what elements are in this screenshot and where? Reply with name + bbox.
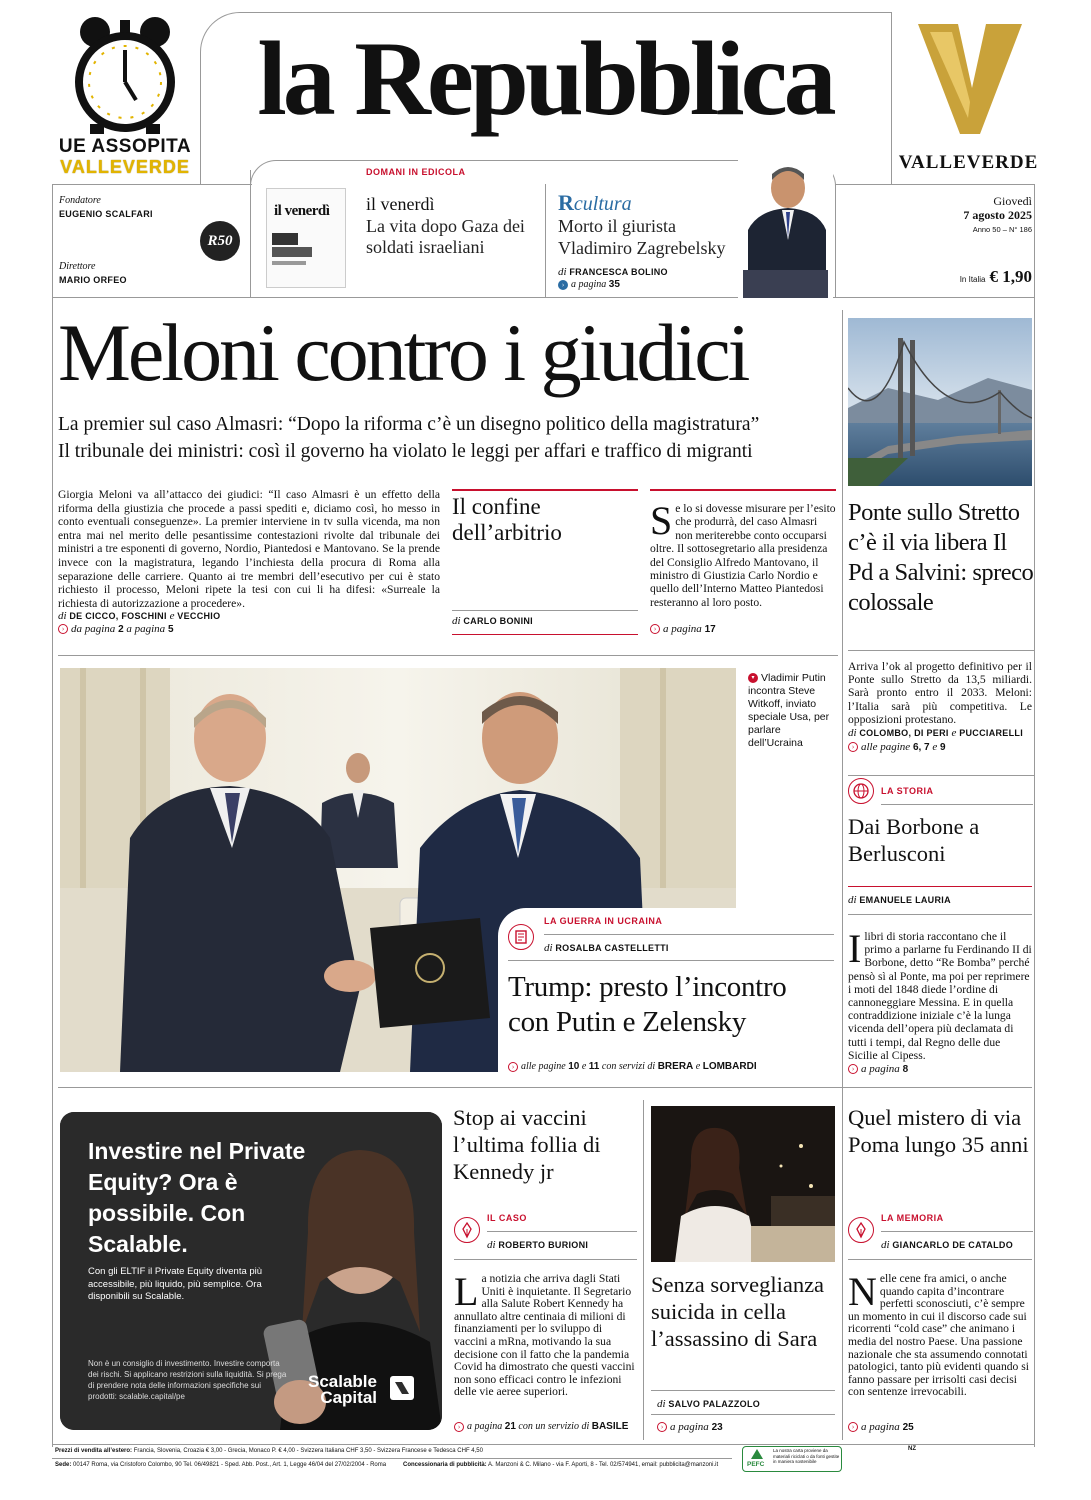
vaccini-author: ROBERTO BURIONI [498, 1240, 589, 1250]
lead-and: e [169, 610, 175, 622]
poma-headline[interactable]: Quel mistero di via Poma lungo 35 anni [848, 1105, 1029, 1157]
vaccini-drop-cap: L [454, 1269, 479, 1314]
r50-badge [200, 221, 240, 261]
editorial-bottom-rule [452, 634, 638, 635]
ad-brand2: Capital [320, 1388, 377, 1407]
storia-ref: 8 [902, 1064, 909, 1075]
infobar-bottom-line [52, 297, 1035, 298]
tree-icon [749, 1449, 765, 1461]
poma-drop-cap: N [848, 1269, 877, 1314]
ukraine-byline-rule [508, 960, 834, 961]
lead-body: Giorgia Meloni va all’attacco dei giudici: “Il caso Almasri è un effetto della riforma della giustizia che procede a passi spediti e, diciamo così, ho messo in conto eventuali conseguenze». La premier interviene in tv sulla vicenda, ma non entra mai nel merito delle pesantissime contestazioni rivolte dal tribunale dei ministri a tre esponenti di governo, Nordio, Piantedosi e Mantovano. Se la prende invece con la magistratura, legando l’inchiesta della procura di Roma alla separazione delle carriere. Quanto ai tre membri dell’esecutivo per cui è stato richiesto il processo, Meloni ripete la tesi con cui li ha difesi: «Surreale la richiesta di autorizzazione a procedere». [58, 488, 440, 610]
storia-body-text: libri di storia raccontano che il primo a parlarne fu Ferdinando II di Borbone, detto “Re Bomba” perché pensò sì al Ponte, ma poi per reprimere i moti del 1848 diede l’ordine di cannoneggiare Messina. E in quella contraddizione iniziale c’è la lunga vicenda dell’opera più declamata di tutti i tempi, dal Regno delle due Sicilie al Cipess. [848, 930, 1032, 1062]
vaccini-ref-auth: BASILE [591, 1421, 629, 1432]
arrow-icon: ▾ [748, 673, 758, 683]
lead-ref-mid: a pagina [126, 623, 166, 635]
right-column-divider [842, 310, 843, 1440]
bridge-body: Arriva l’ok al progetto definitivo per il Ponte sullo Stretto da 13,5 miliardi. Sarà pronto entro il 2033. Meloni: l’Italia sarà più competitiva. Le opposizioni protestano. [848, 660, 1032, 726]
poma-kicker: LA MEMORIA [881, 1213, 944, 1223]
vaccini-kicker-rule [487, 1231, 637, 1232]
venerdi-logo: il venerdì [274, 203, 330, 219]
vaccini-ref-pre: a pagina [467, 1421, 503, 1432]
ad-headline: Investire nel Private Equity? Ora è possibile. Con Scalable. [88, 1138, 306, 1257]
infobar-top-line [52, 184, 252, 185]
left-ad[interactable] [52, 12, 198, 182]
globe-icon [849, 779, 873, 803]
cultura-page-pre: a pagina [571, 279, 607, 290]
cultura-label-text: cultura [573, 193, 632, 215]
footer-sede [55, 1462, 386, 1468]
lead-section-bottom-rule [58, 655, 838, 656]
storia-author: EMANUELE LAURIA [859, 895, 951, 905]
footer-conc-label: Concessionaria di pubblicità: [403, 1462, 487, 1468]
storia-title[interactable]: Dai Borbone a Berlusconi [848, 814, 980, 866]
masthead-title: la Repubblica [257, 20, 833, 137]
editorial-author: CARLO BONINI [463, 616, 533, 626]
venerdi-title[interactable]: il venerdì [366, 194, 435, 214]
bottom-col-divider-1 [643, 1100, 644, 1440]
ukraine-author: ROSALBA CASTELLETTI [555, 943, 669, 953]
vaccini-body-text: a notizia che arriva dagli Stati Uniti è inquietante. Il Segretario alla Salute Robert Kennedy ha annullato altre centinaia di milioni di finanziamenti per lo sviluppo di vaccini a mRna, motivando la sua decisione con il fatto che la pandemia Covid ha dimostrato che questi vaccini non sono efficaci contro le infezioni delle vie aeree superiori. [454, 1272, 635, 1399]
page-left-border [52, 297, 53, 1447]
storia-icon [848, 778, 874, 804]
arrow-icon: › [657, 1422, 667, 1432]
footer-sede-text: 00147 Roma, via Cristoforo Colombo, 90 Tel. 06/49821 - Sped. Abb. Post., Art. 1, Legge 46/04 del 27/02/2004 - Roma [73, 1462, 387, 1468]
footer-prices [55, 1448, 483, 1454]
right-ad[interactable] [900, 18, 1040, 183]
ukraine-by: di [544, 942, 553, 954]
arrow-icon: › [848, 1064, 858, 1074]
issue: Anno 50 – N° 186 [972, 225, 1032, 234]
storia-kicker-rule [881, 804, 1033, 805]
arrow-icon: › [848, 742, 858, 752]
poma-body-text: elle cene fra amici, o anche quando capita d’incontrare perfetti sconosciuti, c’è sempre un momento in cui il discorso cade sui ricorrenti “cold case” che animano i media del nostro Paese. Una passione nazionale che sta assumendo connotati patologici, tanto più evidenti quando si fanno passare per irrisolti casi decisi con sentenze irrevocabili. [848, 1272, 1029, 1399]
venerdi-thumb-block1 [272, 233, 298, 245]
ukraine-kicker-rule [544, 934, 834, 935]
sara-by: di [657, 1398, 666, 1410]
pefc-text: La nostra carta proviene da materiali riciclati o da fonti gestite in maniera sostenibile [773, 1448, 840, 1464]
poma-kicker-rule [881, 1231, 1033, 1232]
ukraine-ref-pre: alle pagine [521, 1061, 566, 1072]
bridge-photo[interactable] [848, 318, 1032, 486]
footer-prices-text: Francia, Slovenia, Croazia € 3,00 - Grecia, Monaco P. € 4,00 - Svizzera Italiana CHF 3,50 - Svizzera Francese e Tedesca CHF 4,50 [133, 1448, 483, 1454]
arrow-icon: › [848, 1422, 858, 1432]
photo-caption-text: Vladimir Putin incontra Steve Witkoff, inviato speciale Usa, per parlare dell’Ucraina [748, 672, 830, 749]
footer-prices-label: Prezzi di vendita all’estero: [55, 1448, 133, 1454]
promo-kicker: DOMANI IN EDICOLA [366, 167, 466, 177]
sara-ref-pre: a pagina [670, 1421, 709, 1433]
date-day: Giovedì [993, 194, 1032, 208]
editorial-page-ref[interactable] [650, 623, 716, 635]
ad-brand [308, 1374, 377, 1406]
editorial-by: di [452, 615, 461, 627]
storia-by: di [848, 894, 857, 906]
storia-rule [848, 886, 1032, 887]
lead-authors: DE CICCO, FOSCHINI [69, 611, 167, 621]
bridge-rule [848, 650, 1034, 651]
zagrebelsky-photo [738, 160, 833, 298]
lead-headline[interactable]: Meloni contro i giudici [58, 307, 748, 398]
left-ad-line1: UE ASSOPITA [58, 136, 192, 157]
editorial-byline-rule [452, 610, 638, 611]
bridge-ref-pre: alle pagine [861, 741, 911, 753]
bridge-byline [848, 727, 1023, 739]
bridge-ref-and: e [932, 741, 938, 753]
ukraine-ref-mid: con servizi di [601, 1061, 656, 1072]
scalable-logo-icon [390, 1376, 414, 1400]
storia-kicker: LA STORIA [881, 786, 934, 796]
director-label: Direttore [59, 261, 96, 272]
photo-caption [748, 672, 836, 750]
editorial-body-text: e lo si dovesse misurare per l’esito che produrrà, del caso Almasri non meriterebbe conto occuparsi oltre. Il sottosegretario alla presidenza del Consiglio Alfredo Mantovano, il ministro di Giustizia Carlo Nordio e quello dell’Interno Matteo Piantedosi resteranno al loro posto. [650, 502, 836, 609]
cultura-r-icon: R [558, 190, 574, 215]
lead-by: di [58, 610, 67, 622]
lead-byline [58, 610, 220, 622]
poma-by: di [881, 1239, 890, 1251]
ukraine-ref-auth2: LOMBARDI [702, 1061, 757, 1072]
editorial-rule [452, 489, 638, 491]
ukraine-ref-b: 11 [588, 1061, 600, 1072]
infobar-left-border [52, 184, 53, 298]
arrow-icon: › [454, 1422, 464, 1432]
cultura-byline [558, 266, 668, 278]
arrow-icon: › [58, 624, 68, 634]
pen-nib-icon [455, 1218, 479, 1242]
vaccini-byline-rule [454, 1259, 637, 1260]
sara-byline [657, 1398, 760, 1410]
date: 7 agosto 2025 [963, 208, 1032, 222]
vaccini-body [454, 1269, 636, 1399]
bridge-ref: 6, 7 [912, 742, 930, 753]
storia-drop-cap: I [848, 926, 862, 971]
cultura-page: 35 [608, 279, 620, 290]
venerdi-thumb-block3 [272, 261, 306, 265]
lead-sub2: Il tribunale dei ministri: così il governo ha violato le leggi per affari e traffico di migranti [58, 441, 753, 462]
storia-body [848, 926, 1032, 1062]
vaccini-byline [487, 1239, 588, 1251]
lead-ref-b: 5 [167, 624, 174, 635]
ad-disclaimer: Non è un consiglio di investimento. Investire comporta dei rischi. Si applicano restrizioni sulla liquidità. Si prega di prendere nota delle informazioni specifiche sui prodotti: scalable.capital/pe [88, 1359, 287, 1401]
ukraine-headline[interactable]: Trump: presto l’incontro con Putin e Zelensky [508, 971, 787, 1038]
storia-ref-pre: a pagina [861, 1063, 900, 1075]
ukraine-icon [508, 924, 534, 950]
arrow-icon: › [508, 1062, 518, 1072]
bridge-page-ref[interactable] [848, 741, 946, 753]
infobar-right-border [1034, 184, 1035, 298]
sara-photo[interactable] [651, 1106, 835, 1262]
editorial-body [650, 498, 836, 609]
document-icon [509, 925, 533, 949]
bridge-bottom-rule [848, 775, 1034, 776]
vaccini-icon [454, 1217, 480, 1243]
price-block [900, 267, 1032, 287]
footer-conc-text: A. Manzoni & C. Milano - via F. Aporti, 8 - Tel. 02/574941, email: pubblicita@manzoni.it [488, 1462, 719, 1468]
sara-page-ref[interactable] [657, 1421, 723, 1433]
bridge-and: e [951, 727, 957, 739]
cultura-label [558, 190, 632, 216]
footer-sede-label: Sede: [55, 1462, 72, 1468]
vaccini-ref-mid: con un servizio di [518, 1421, 590, 1432]
cultura-text[interactable]: Morto il giurista Vladimiro Zagrebelsky [558, 216, 726, 258]
bridge-author3: PUCCIARELLI [959, 728, 1024, 738]
ukraine-byline [544, 942, 669, 954]
director-name: MARIO ORFEO [59, 275, 127, 285]
sara-headline[interactable]: Senza sorveglianza suicida in cella l’assassino di Sara [651, 1272, 825, 1351]
bridge-ref2: 9 [940, 742, 946, 753]
poma-page-ref[interactable] [848, 1421, 914, 1433]
sara-byline-rule [651, 1414, 835, 1415]
r50-text: R50 [207, 233, 233, 249]
page-right-border [1034, 297, 1035, 1447]
storia-byline-rule [848, 914, 1032, 915]
lead-ref-pre: da pagina [71, 623, 116, 635]
editorial-right-rule [650, 489, 836, 491]
pen-nib-icon [849, 1218, 873, 1242]
founder-label: Fondatore [59, 195, 101, 206]
footer-top-rule [52, 1444, 1035, 1445]
alarm-clock-icon [70, 12, 180, 137]
ukraine-ref-a: 10 [568, 1061, 580, 1072]
ukraine-ref-and: e [581, 1061, 587, 1072]
lead-page-ref[interactable] [58, 623, 174, 635]
ukraine-ref-auth1: BRERA [657, 1061, 694, 1072]
arrow-icon: › [650, 624, 660, 634]
infobar-div3 [835, 184, 836, 298]
lead-ref-a: 2 [118, 624, 124, 635]
sara-ref: 23 [711, 1422, 723, 1433]
editorial-ref-pre: a pagina [663, 623, 702, 635]
bridge-by: di [848, 727, 857, 739]
ad-brand1: Scalable [308, 1372, 377, 1391]
infobar-div1 [250, 170, 251, 298]
bridge-authors: COLOMBO, DI PERI [859, 728, 949, 738]
pefc-badge [742, 1446, 842, 1472]
poma-body [848, 1269, 1032, 1399]
poma-icon [848, 1217, 874, 1243]
editorial-drop-cap: S [650, 498, 673, 543]
vaccini-by: di [487, 1239, 496, 1251]
founder-name: EUGENIO SCALFARI [59, 209, 153, 219]
vaccini-headline[interactable]: Stop ai vaccini l’ultima follia di Kennedy jr [453, 1105, 601, 1184]
sara-author: SALVO PALAZZOLO [668, 1399, 761, 1409]
vaccini-ref: 21 [504, 1421, 516, 1432]
footer-mid-rule [52, 1458, 732, 1459]
editorial-title[interactable]: Il confine dell’arbitrio [452, 494, 562, 545]
venerdi-thumbnail[interactable] [266, 188, 346, 288]
venerdi-text[interactable]: La vita dopo Gaza dei soldati israeliani [366, 216, 525, 257]
storia-page-ref[interactable] [848, 1063, 908, 1075]
editorial-ref: 17 [704, 624, 716, 635]
infobar-top-line-right [835, 184, 1035, 185]
bridge-headline[interactable]: Ponte sullo Stretto c’è il via libera Il Pd a Salvini: spreco colossale [848, 499, 1034, 616]
poma-ref-pre: a pagina [861, 1421, 900, 1433]
ukraine-kicker: LA GUERRA IN UCRAINA [544, 916, 663, 926]
ukraine-ref-and2: e [695, 1061, 701, 1072]
arrow-icon: › [558, 280, 568, 290]
vaccini-page-ref[interactable] [454, 1421, 628, 1432]
lead-author3: VECCHIO [177, 611, 221, 621]
lead-sub1: La premier sul caso Almasri: “Dopo la riforma c’è un disegno politico della magistratura” [58, 414, 760, 435]
poma-author: GIANCARLO DE CATALDO [892, 1240, 1014, 1250]
sara-rule [651, 1390, 835, 1391]
left-ad-line2: VALLEVERDE [60, 157, 190, 177]
price-label: In Italia [959, 275, 986, 284]
venerdi-thumb-block2 [272, 247, 312, 257]
scalable-ad[interactable] [60, 1112, 442, 1430]
infobar-div2 [545, 184, 546, 298]
footer-nz: NZ [908, 1446, 916, 1452]
cultura-by: di [558, 266, 567, 278]
footer-conc [403, 1462, 718, 1468]
poma-byline [881, 1239, 1013, 1251]
right-ad-brand: VALLEVERDE [898, 152, 1039, 173]
v-logo-icon [910, 18, 1030, 138]
poma-byline-rule [848, 1259, 1032, 1260]
ad-text: Con gli ELTIF il Private Equity diventa più accessibile, più liquido, più semplice. Ora disponibili su Scalable. [88, 1266, 263, 1302]
price: € 1,90 [989, 267, 1032, 286]
vaccini-kicker: IL CASO [487, 1213, 527, 1223]
storia-byline [848, 894, 951, 906]
pefc-label: PEFC [747, 1461, 765, 1468]
editorial-byline [452, 615, 533, 627]
mid-section-bottom-rule [58, 1087, 1032, 1088]
ukraine-page-ref[interactable] [508, 1061, 757, 1072]
cultura-author: FRANCESCA BOLINO [569, 267, 668, 277]
poma-ref: 25 [902, 1422, 914, 1433]
cultura-page-ref[interactable] [558, 279, 620, 290]
